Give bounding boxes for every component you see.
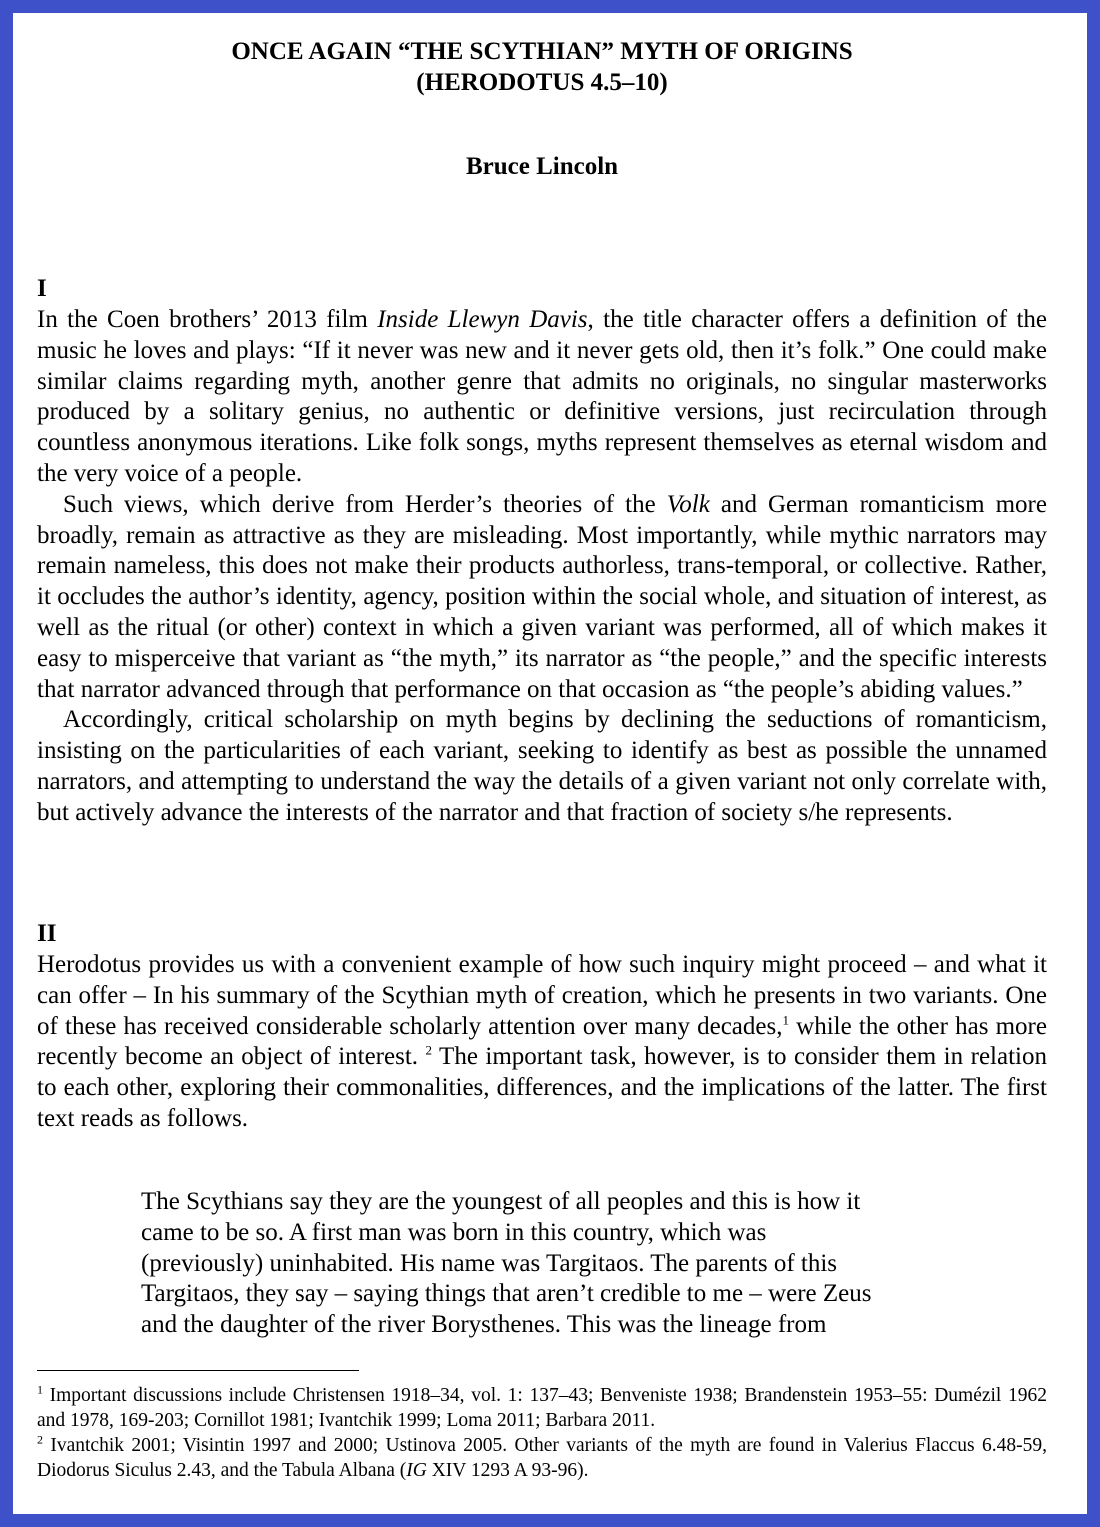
quote-line: The Scythians say they are the youngest of all peoples and this is how it xyxy=(141,1188,861,1215)
paragraph: In the Coen brothers’ 2013 film Inside Llewyn Davis, the title character offers a definition of the music he loves and plays: “If it never was new and it never gets old, then it’s folk.” One could make similar claims regarding myth, another genre that admits no originals, no singular masterworks produced by a solitary genius, no authentic or definitive versions, just recirculation through countless anonymous iterations. Like folk songs, myths represent themselves as eternal wisdom and the very voice of a people. xyxy=(37,306,1047,487)
section-heading-1: I xyxy=(37,275,47,302)
footnote-ref-1[interactable]: 1 xyxy=(782,1012,789,1028)
title-line-2: (HERODOTUS 4.5–10) xyxy=(416,69,668,96)
section-heading-2: II xyxy=(37,920,57,947)
footnotes xyxy=(37,1383,1047,1483)
section-2-body xyxy=(37,950,1047,1135)
footnote-divider xyxy=(37,1370,359,1371)
article-title xyxy=(37,36,1047,98)
section-1-body xyxy=(37,305,1047,829)
title-line-1: ONCE AGAIN “THE SCYTHIAN” MYTH OF ORIGINS xyxy=(231,38,853,65)
footnote-1: $^1$ Important discussions include Christensen 1918–34, vol. 1: 137–43; Benveniste 1938; Brandenstein 1953–55: Dumézil 1962 and 1978, 169-203; Cornillot 1981; Ivantchik 1999; Loma 2011; Barbara 2011. xyxy=(37,1382,1047,1431)
paragraph: Accordingly, critical scholarship on myth begins by declining the seductions of romanticism, insisting on the particularities of each variant, seeking to identify as best as possible the unnamed narrators, and attempting to understand the way the details of a given variant not only correlate with, but actively advance the interests of the narrator and that fraction of society s/he represents. xyxy=(37,706,1047,826)
quote-line: came to be so. A first man was born in this country, which was xyxy=(141,1218,767,1246)
quote-line: and the daughter of the river Borysthenes. This was the lineage from xyxy=(141,1311,827,1339)
paragraph: Such views, which derive from Herder’s theories of the Volk and German romanticism more broadly, remain as attractive as they are misleading. Most importantly, while mythic narrators may remain nameless, this does not make their products authorless, trans-temporal, or collective. Rather, it occludes the author’s identity, agency, position within the social whole, and situation of interest, as well as the ritual (or other) context in which a given variant was performed, all of which makes it easy to misperceive that variant as “the myth,” its narrator as “the people,” and the specific interests that narrator advanced through that performance on that occasion as “the people’s abiding values.” xyxy=(37,490,1047,703)
paragraph: Herodotus provides us with a convenient example of how such inquiry might proceed – and what it can offer – In his summary of the Scythian myth of creation, which he presents in two variants. One of these has received considerable scholarly attention over many decades,$^1$ while the other has more recently become an object of interest. $^2$ The important task, however, is to consider them in relation to each other, exploring their commonalities, differences, and the implications of the latter. The first text reads as follows. xyxy=(37,951,1047,1132)
italic-term: Volk xyxy=(666,490,710,518)
quote-line: Targitaos, they say – saying things that aren’t credible to me – were Zeus xyxy=(141,1280,872,1308)
author-name: Bruce Lincoln xyxy=(465,153,619,180)
film-title: Inside Llewyn Davis xyxy=(377,306,588,333)
footnote-2: $^2$ Ivantchik 2001; Visintin 1997 and 2000; Ustinova 2005. Other variants of the myth are found in Valerius Flaccus 6.48-59, Diodorus Siculus 2.43, and the Tabula Albana (IG XIV 1293 A 93-96). xyxy=(37,1432,1047,1481)
footnote-ref-2[interactable]: 2 xyxy=(425,1043,433,1059)
block-quote xyxy=(141,1187,941,1341)
quote-line: (previously) uninhabited. His name was Targitaos. The parents of this xyxy=(141,1249,838,1277)
